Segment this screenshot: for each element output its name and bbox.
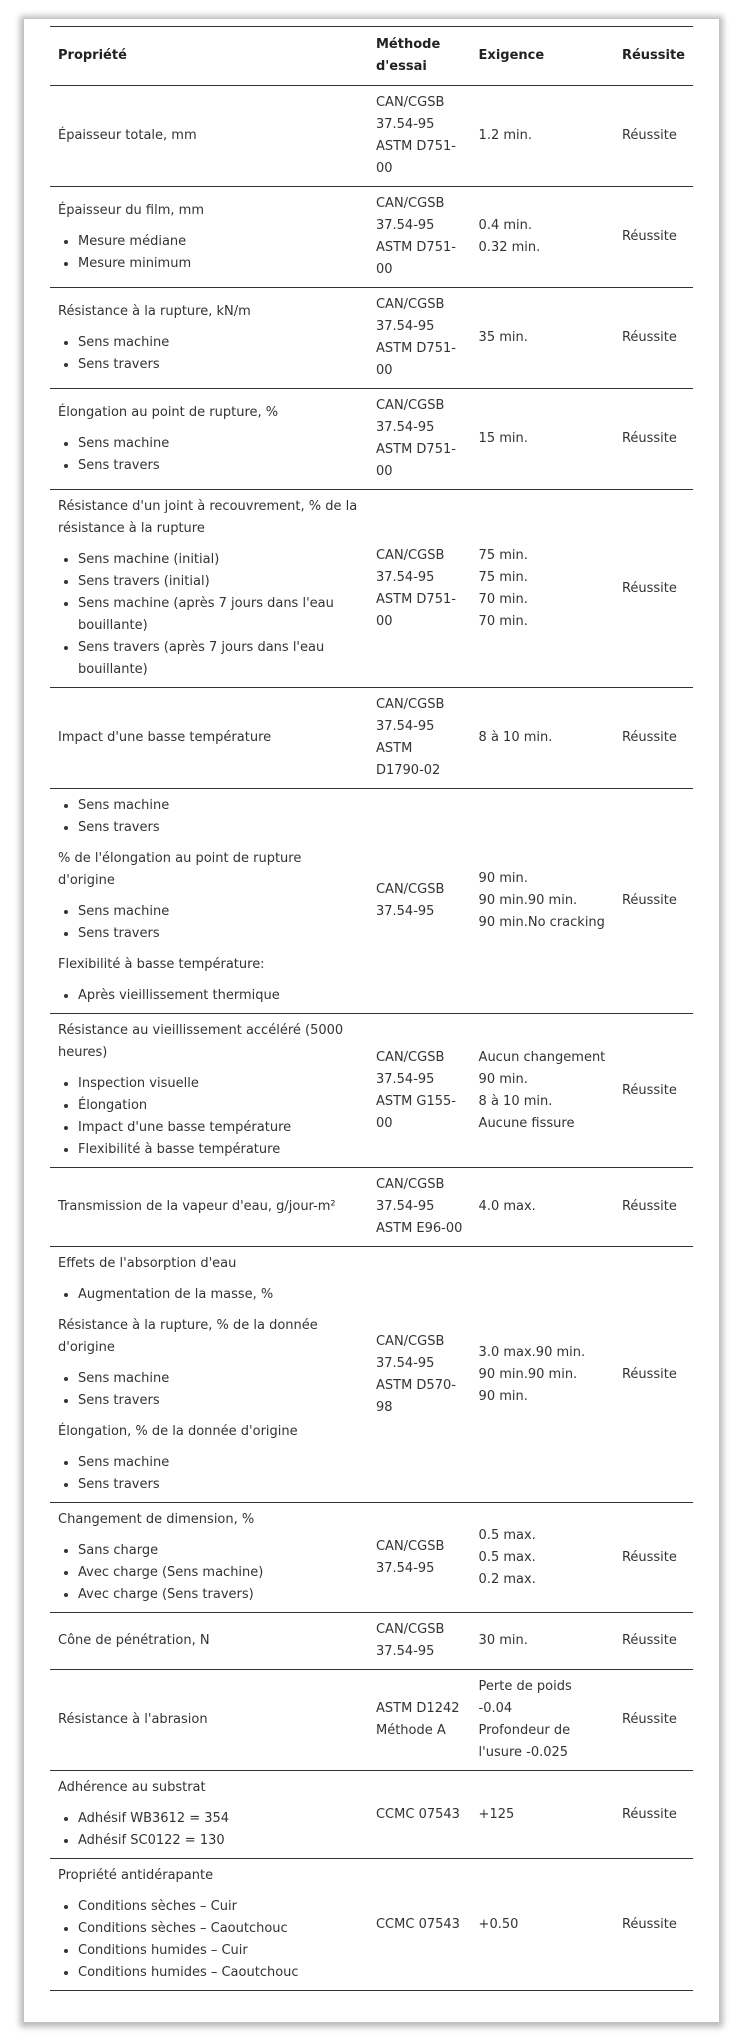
requirement-cell (471, 1168, 614, 1247)
method-cell (368, 86, 471, 187)
requirement-text: 1.2 min. (478, 128, 533, 143)
method-cell (368, 288, 471, 389)
property-bullet: • Sens travers (initial) (78, 571, 360, 593)
method-cell (368, 389, 471, 490)
table-row (50, 1670, 693, 1771)
property-text: Impact d'une basse température (58, 730, 272, 745)
requirement-cell (471, 187, 614, 288)
property-bullet-list (58, 795, 360, 839)
property-bullet: • Impact d'une basse température (78, 1117, 360, 1139)
requirement-text: 15 min. (478, 431, 528, 446)
table-row (50, 1613, 693, 1670)
table-row (50, 1859, 693, 1991)
property-bullet: • Adhésif SC0122 = 130 (78, 1830, 360, 1852)
requirement-text: +0.50 (478, 1916, 519, 1932)
requirement-text: 70 min. (478, 613, 528, 629)
result-cell: Réussite (614, 1247, 693, 1503)
requirement-cell (471, 86, 614, 187)
requirement-text: Aucune fissure (478, 1115, 575, 1131)
requirement-text: +125 (478, 1806, 515, 1822)
property-bullet-list (58, 901, 360, 945)
properties-card (24, 19, 719, 2022)
requirement-cell (471, 1771, 614, 1859)
table-row (50, 86, 693, 187)
property-bullet-list (58, 1540, 360, 1606)
requirement-cell (471, 1859, 614, 1991)
property-bullet-list (58, 1452, 360, 1496)
table-row (50, 288, 693, 389)
property-bullet-list (58, 231, 360, 275)
property-text: Effets de l'absorption d'eau (58, 1256, 237, 1271)
property-text: Résistance d'un joint à recouvrement, % de la résistance à la rupture (58, 499, 358, 536)
table-row (50, 1247, 693, 1503)
property-bullet: • Sens machine (initial) (78, 549, 360, 571)
method-text: Méthode A (375, 1723, 446, 1738)
result-cell: Réussite (614, 86, 693, 187)
property-bullet: • Élongation (78, 1095, 360, 1117)
requirement-cell (471, 1670, 614, 1771)
method-cell (368, 1771, 471, 1859)
table-row (50, 1503, 693, 1613)
property-bullet: • Inspection visuelle (78, 1073, 360, 1095)
table-row (50, 1014, 693, 1168)
property-cell (50, 1168, 368, 1247)
properties-table (50, 26, 693, 1991)
method-text: ASTM D1790-02 (375, 741, 441, 778)
property-cell (50, 1859, 368, 1991)
requirement-text: 75 min. (478, 547, 528, 563)
requirement-cell (471, 688, 614, 789)
property-bullet: • Mesure minimum (78, 253, 360, 275)
requirement-cell (471, 389, 614, 490)
property-bullet: • Mesure médiane (78, 231, 360, 253)
result-cell: Réussite (614, 1613, 693, 1670)
requirement-text: Profondeur de l'usure -0.025 (478, 1723, 571, 1760)
method-text: ASTM D751-00 (375, 442, 456, 479)
result-cell: Réussite (614, 789, 693, 1014)
property-cell (50, 389, 368, 490)
requirement-text: 0.2 max. (478, 1571, 536, 1587)
property-cell (50, 1613, 368, 1670)
header-requirement: Exigence (471, 27, 614, 86)
requirement-text: 90 min. (478, 1388, 528, 1404)
requirement-text: 90 min. (478, 871, 528, 886)
table-row (50, 187, 693, 288)
requirement-text: 75 min. (478, 569, 528, 585)
method-text: CAN/CGSB 37.54-95 (375, 1333, 445, 1371)
result-cell: Réussite (614, 688, 693, 789)
property-text: Résistance à la rupture, kN/m (58, 303, 251, 319)
method-text: CAN/CGSB 37.54-95 (375, 1538, 445, 1576)
method-text: CAN/CGSB 37.54-95 (375, 882, 445, 919)
method-text: ASTM D570-98 (375, 1377, 456, 1415)
property-cell (50, 789, 368, 1014)
method-text: CAN/CGSB 37.54-95 (375, 697, 445, 734)
header-result: Réussite (614, 27, 693, 86)
result-cell: Réussite (614, 1503, 693, 1613)
property-bullet: • Conditions humides – Cuir (78, 1940, 360, 1962)
result-cell: Réussite (614, 490, 693, 688)
property-text: Épaisseur du film, mm (58, 202, 204, 218)
property-text: Épaisseur totale, mm (58, 128, 197, 143)
method-text: CCMC 07543 (375, 1806, 460, 1822)
property-bullet: • Augmentation de la masse, % (78, 1284, 360, 1306)
table-row (50, 1168, 693, 1247)
property-text: Résistance au vieillissement accéléré (5000 heures) (58, 1023, 344, 1060)
method-cell (368, 1168, 471, 1247)
property-text: Adhérence au substrat (58, 1780, 206, 1795)
requirement-text: 90 min.90 min. (478, 893, 578, 908)
method-text: ASTM D751-00 (375, 139, 456, 176)
property-bullet-list (58, 1896, 360, 1984)
method-cell (368, 789, 471, 1014)
property-bullet: • Sens travers (78, 817, 360, 839)
property-bullet: • Sens travers (78, 1474, 360, 1496)
table-row (50, 789, 693, 1014)
table-body (50, 86, 693, 1991)
property-text: Résistance à la rupture, % de la donnée d'origine (58, 1318, 318, 1355)
property-bullet: • Sens machine (78, 332, 360, 354)
result-cell: Réussite (614, 187, 693, 288)
method-text: ASTM D751-00 (375, 341, 456, 378)
result-cell: Réussite (614, 1771, 693, 1859)
requirement-text: 4.0 max. (478, 1199, 536, 1214)
method-text: ASTM D751-00 (375, 591, 456, 629)
property-bullet: • Conditions sèches – Cuir (78, 1896, 360, 1918)
requirement-text: 35 min. (478, 330, 528, 345)
property-text: Résistance à l'abrasion (58, 1712, 208, 1727)
method-text: CAN/CGSB 37.54-95 (375, 547, 445, 585)
result-cell: Réussite (614, 1670, 693, 1771)
header-property: Propriété (50, 27, 368, 86)
method-text: ASTM D1242 (375, 1701, 460, 1716)
requirement-text: 90 min. (478, 1071, 528, 1087)
requirement-cell (471, 1247, 614, 1503)
method-cell (368, 490, 471, 688)
property-cell (50, 1014, 368, 1168)
property-bullet: • Sens machine (78, 433, 360, 455)
requirement-text: Perte de poids -0.04 (478, 1679, 572, 1716)
property-bullet: • Sens machine (78, 1368, 360, 1390)
property-bullet-list (58, 1808, 360, 1852)
property-bullet: • Sens travers (78, 1390, 360, 1412)
requirement-text: 0.32 min. (478, 240, 541, 255)
property-bullet: • Conditions sèches – Caoutchouc (78, 1918, 360, 1940)
property-cell (50, 1503, 368, 1613)
property-bullet-list (58, 433, 360, 477)
result-cell: Réussite (614, 288, 693, 389)
property-cell (50, 86, 368, 187)
requirement-text: 0.4 min. (478, 218, 533, 233)
property-text: Élongation au point de rupture, % (58, 404, 279, 420)
method-text: CCMC 07543 (375, 1916, 460, 1932)
method-text: CAN/CGSB 37.54-95 (375, 95, 445, 132)
requirement-text: 8 à 10 min. (478, 1093, 553, 1109)
requirement-cell (471, 789, 614, 1014)
property-text: Changement de dimension, % (58, 1512, 255, 1527)
table-row (50, 688, 693, 789)
property-cell (50, 688, 368, 789)
property-text: Transmission de la vapeur d'eau, g/jour-m² (58, 1199, 336, 1214)
requirement-text: 0.5 max. (478, 1549, 536, 1565)
result-cell: Réussite (614, 1859, 693, 1991)
method-text: CAN/CGSB 37.54-95 (375, 297, 445, 334)
property-cell (50, 288, 368, 389)
property-bullet-list (58, 332, 360, 376)
result-cell: Réussite (614, 1168, 693, 1247)
method-cell (368, 1247, 471, 1503)
property-bullet-list (58, 549, 360, 681)
property-bullet: • Conditions humides – Caoutchouc (78, 1962, 360, 1984)
requirement-cell (471, 1503, 614, 1613)
requirement-cell (471, 1014, 614, 1168)
requirement-text: 30 min. (478, 1633, 528, 1648)
property-text: % de l'élongation au point de rupture d'origine (58, 851, 302, 888)
property-bullet: • Avec charge (Sens travers) (78, 1584, 360, 1606)
header-method: Méthode d'essai (368, 27, 471, 86)
result-cell: Réussite (614, 1014, 693, 1168)
method-cell (368, 688, 471, 789)
method-cell (368, 1503, 471, 1613)
property-bullet: • Avec charge (Sens machine) (78, 1562, 360, 1584)
method-text: CAN/CGSB 37.54-95 (375, 1177, 445, 1214)
property-cell (50, 490, 368, 688)
requirement-text: 90 min.No cracking (478, 915, 605, 930)
requirement-text: 70 min. (478, 591, 528, 607)
property-bullet-list (58, 985, 360, 1007)
method-text: ASTM E96-00 (375, 1221, 463, 1236)
property-text: Cône de pénétration, N (58, 1633, 210, 1648)
table-row (50, 389, 693, 490)
method-cell (368, 1014, 471, 1168)
property-bullet: • Sens machine (après 7 jours dans l'eau bouillante) (78, 593, 360, 637)
table-row (50, 1771, 693, 1859)
requirement-cell (471, 490, 614, 688)
requirement-text: 8 à 10 min. (478, 730, 553, 745)
requirement-text: Aucun changement (478, 1049, 606, 1065)
property-bullet: • Sens machine (78, 795, 360, 817)
requirement-cell (471, 1613, 614, 1670)
method-text: CAN/CGSB 37.54-95 (375, 1622, 445, 1659)
property-bullet: • Sens travers (78, 923, 360, 945)
method-text: CAN/CGSB 37.54-95 (375, 1049, 445, 1087)
property-bullet-list (58, 1368, 360, 1412)
property-bullet: • Adhésif WB3612 = 354 (78, 1808, 360, 1830)
requirement-cell (471, 288, 614, 389)
table-header-row (50, 27, 693, 86)
property-bullet: • Flexibilité à basse température (78, 1139, 360, 1161)
property-bullet: • Sans charge (78, 1540, 360, 1562)
method-text: ASTM D751-00 (375, 240, 456, 277)
property-bullet: • Sens machine (78, 1452, 360, 1474)
requirement-text: 90 min.90 min. (478, 1366, 578, 1382)
method-cell (368, 187, 471, 288)
result-cell: Réussite (614, 389, 693, 490)
method-cell (368, 1613, 471, 1670)
property-bullet-list (58, 1284, 360, 1306)
property-cell (50, 1247, 368, 1503)
requirement-text: 0.5 max. (478, 1527, 536, 1543)
property-bullet: • Sens machine (78, 901, 360, 923)
method-cell (368, 1859, 471, 1991)
method-text: CAN/CGSB 37.54-95 (375, 398, 445, 435)
method-text: CAN/CGSB 37.54-95 (375, 196, 445, 233)
property-cell (50, 187, 368, 288)
property-text: Flexibilité à basse température: (58, 957, 265, 972)
table-row (50, 490, 693, 688)
property-bullet: • Sens travers (78, 455, 360, 477)
property-text: Élongation, % de la donnée d'origine (58, 1424, 298, 1439)
property-bullet: • Après vieillissement thermique (78, 985, 360, 1007)
property-bullet: • Sens travers (78, 354, 360, 376)
property-bullet-list (58, 1073, 360, 1161)
method-cell (368, 1670, 471, 1771)
property-bullet: • Sens travers (après 7 jours dans l'eau bouillante) (78, 637, 360, 681)
property-cell (50, 1771, 368, 1859)
property-cell (50, 1670, 368, 1771)
method-text: ASTM G155-00 (375, 1093, 456, 1131)
requirement-text: 3.0 max.90 min. (478, 1344, 586, 1360)
property-text: Propriété antidérapante (58, 1868, 214, 1883)
